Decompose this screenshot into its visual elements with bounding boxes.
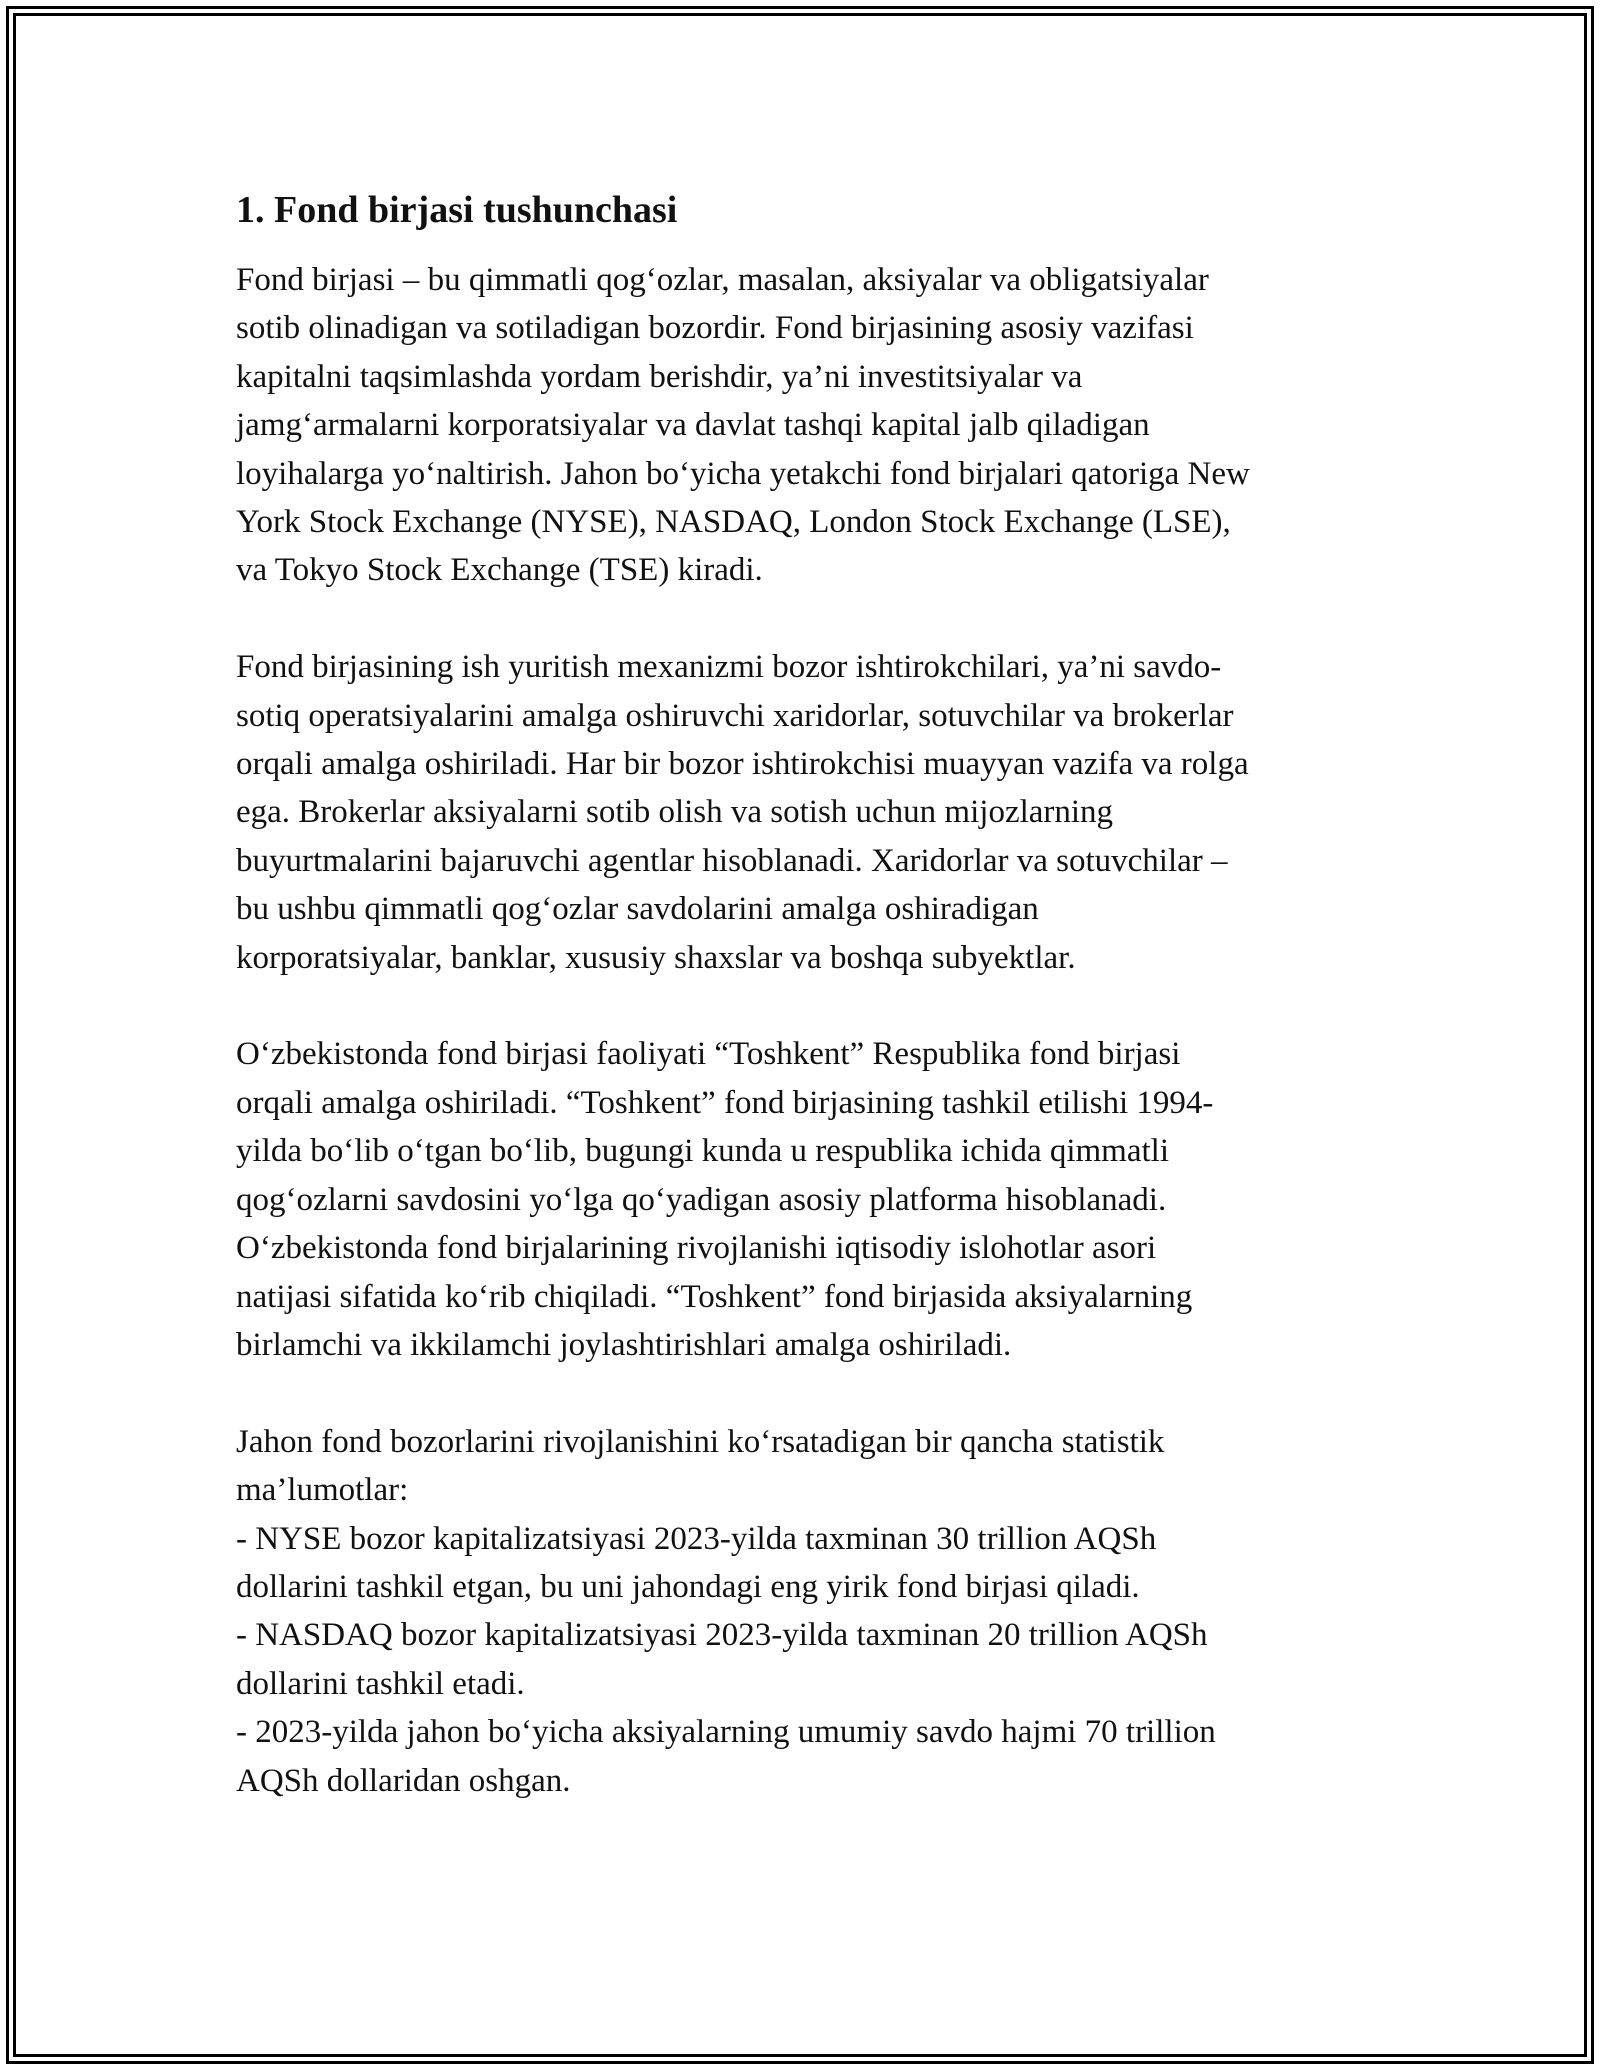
document-body: [236, 186, 1396, 1805]
paragraph-uzbekistan: O‘zbekistonda fond birjasi faoliyati “Toshkent” Respublika fond birjasi orqali amalga oshiriladi. “Toshkent” fond birjasining tashkil etilishi 1994- yilda bo‘lib o‘tgan bo‘lib, bugungi kunda u respublika ichida qimmatli qog‘ozlarni savdosini yo‘lga qo‘yadigan asosiy platforma hisoblanadi. O‘zbekistonda fond birjalarining rivojlanishi iqtisodiy islohotlar asori natijasi sifatida ko‘rib chiqiladi. “Toshkent” fond birjasida aksiyalarning birlamchi va ikkilamchi joylashtirishlari amalga oshiriladi.: [236, 1036, 1214, 1363]
paragraph-mechanism: Fond birjasining ish yuritish mexanizmi bozor ishtirokchilari, ya’ni savdo- sotiq operatsiyalarini amalga oshiruvchi xaridorlar, sotuvchilar va brokerlar orqali amalga oshiriladi. Har bir bozor ishtirokchisi muayyan vazifa va rolga ega. Brokerlar aksiyalarni sotib olish va sotish uchun mijozlarning buyurtmalarini bajaruvchi agentlar hisoblanadi. Xaridorlar va sotuvchilar – bu ushbu qimmatli qog‘ozlar savdolarini amalga oshiradigan korporatsiyalar, banklar, xususiy shaxslar va boshqa subyektlar.: [236, 649, 1249, 976]
paragraph-statistics: Jahon fond bozorlarini rivojlanishini ko‘rsatadigan bir qancha statistik ma’lumotlar: - NYSE bozor kapitalizatsiyasi 2023-yilda taxminan 30 trillion AQSh dollarini tashkil etgan, bu uni jahondagi eng yirik fond birjasi qiladi. - NASDAQ bozor kapitalizatsiyasi 2023-yilda taxminan 20 trillion AQSh dollarini tashkil etadi. - 2023-yilda jahon bo‘yicha aksiyalarning umumiy savdo hajmi 70 trillion AQSh dollaridan oshgan.: [236, 1423, 1216, 1799]
paragraph-definition: Fond birjasi – bu qimmatli qog‘ozlar, masalan, aksiyalar va obligatsiyalar sotib olinadigan va sotiladigan bozordir. Fond birjasining asosiy vazifasi kapitalni taqsimlashda yordam berishdir, ya’ni investitsiyalar va jamg‘armalarni korporatsiyalar va davlat tashqi kapital jalb qiladigan loyihalarga yo‘naltirish. Jahon bo‘yicha yetakchi fond birjalari qatoriga New York Stock Exchange (NYSE), NASDAQ, London Stock Exchange (LSE), va Tokyo Stock Exchange (TSE) kiradi.: [236, 262, 1250, 589]
section-heading: 1. Fond birjasi tushunchasi: [236, 189, 678, 231]
